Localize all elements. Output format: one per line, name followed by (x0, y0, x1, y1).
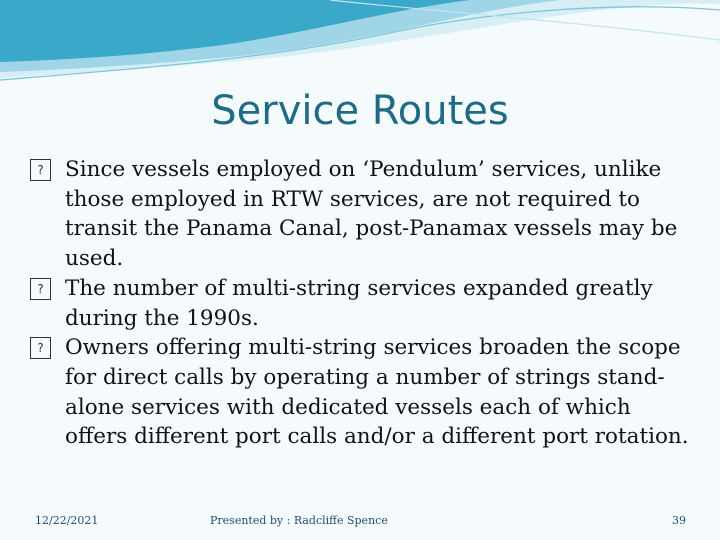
bullet-list (30, 155, 690, 452)
decorative-wave-header (0, 0, 720, 90)
footer-presenter: Presented by : Radcliffe Spence (210, 514, 388, 527)
bullet-box-icon: ? (30, 278, 51, 300)
footer-date: 12/22/2021 (35, 514, 99, 527)
bullet-box-icon: ? (30, 159, 51, 181)
bullet-item (30, 274, 690, 333)
slide-title: Service Routes (211, 88, 509, 134)
slide-number: 39 (672, 514, 686, 527)
bullet-box-icon: ? (30, 337, 51, 359)
bullet-text: Owners offering multi-string services broaden the scope for direct calls by operating a number of strings stand-alone services with dedicated vessels each of which offers different port calls and/or a different port rotation. (65, 335, 689, 450)
bullet-text: Since vessels employed on ‘Pendulum’ services, unlike those employed in RTW services, are not required to transit the Panama Canal, post-Panamax vessels may be used. (65, 157, 678, 272)
bullet-text: The number of multi-string services expanded greatly during the 1990s. (65, 275, 653, 331)
bullet-item (30, 155, 690, 274)
bullet-item (30, 333, 690, 452)
